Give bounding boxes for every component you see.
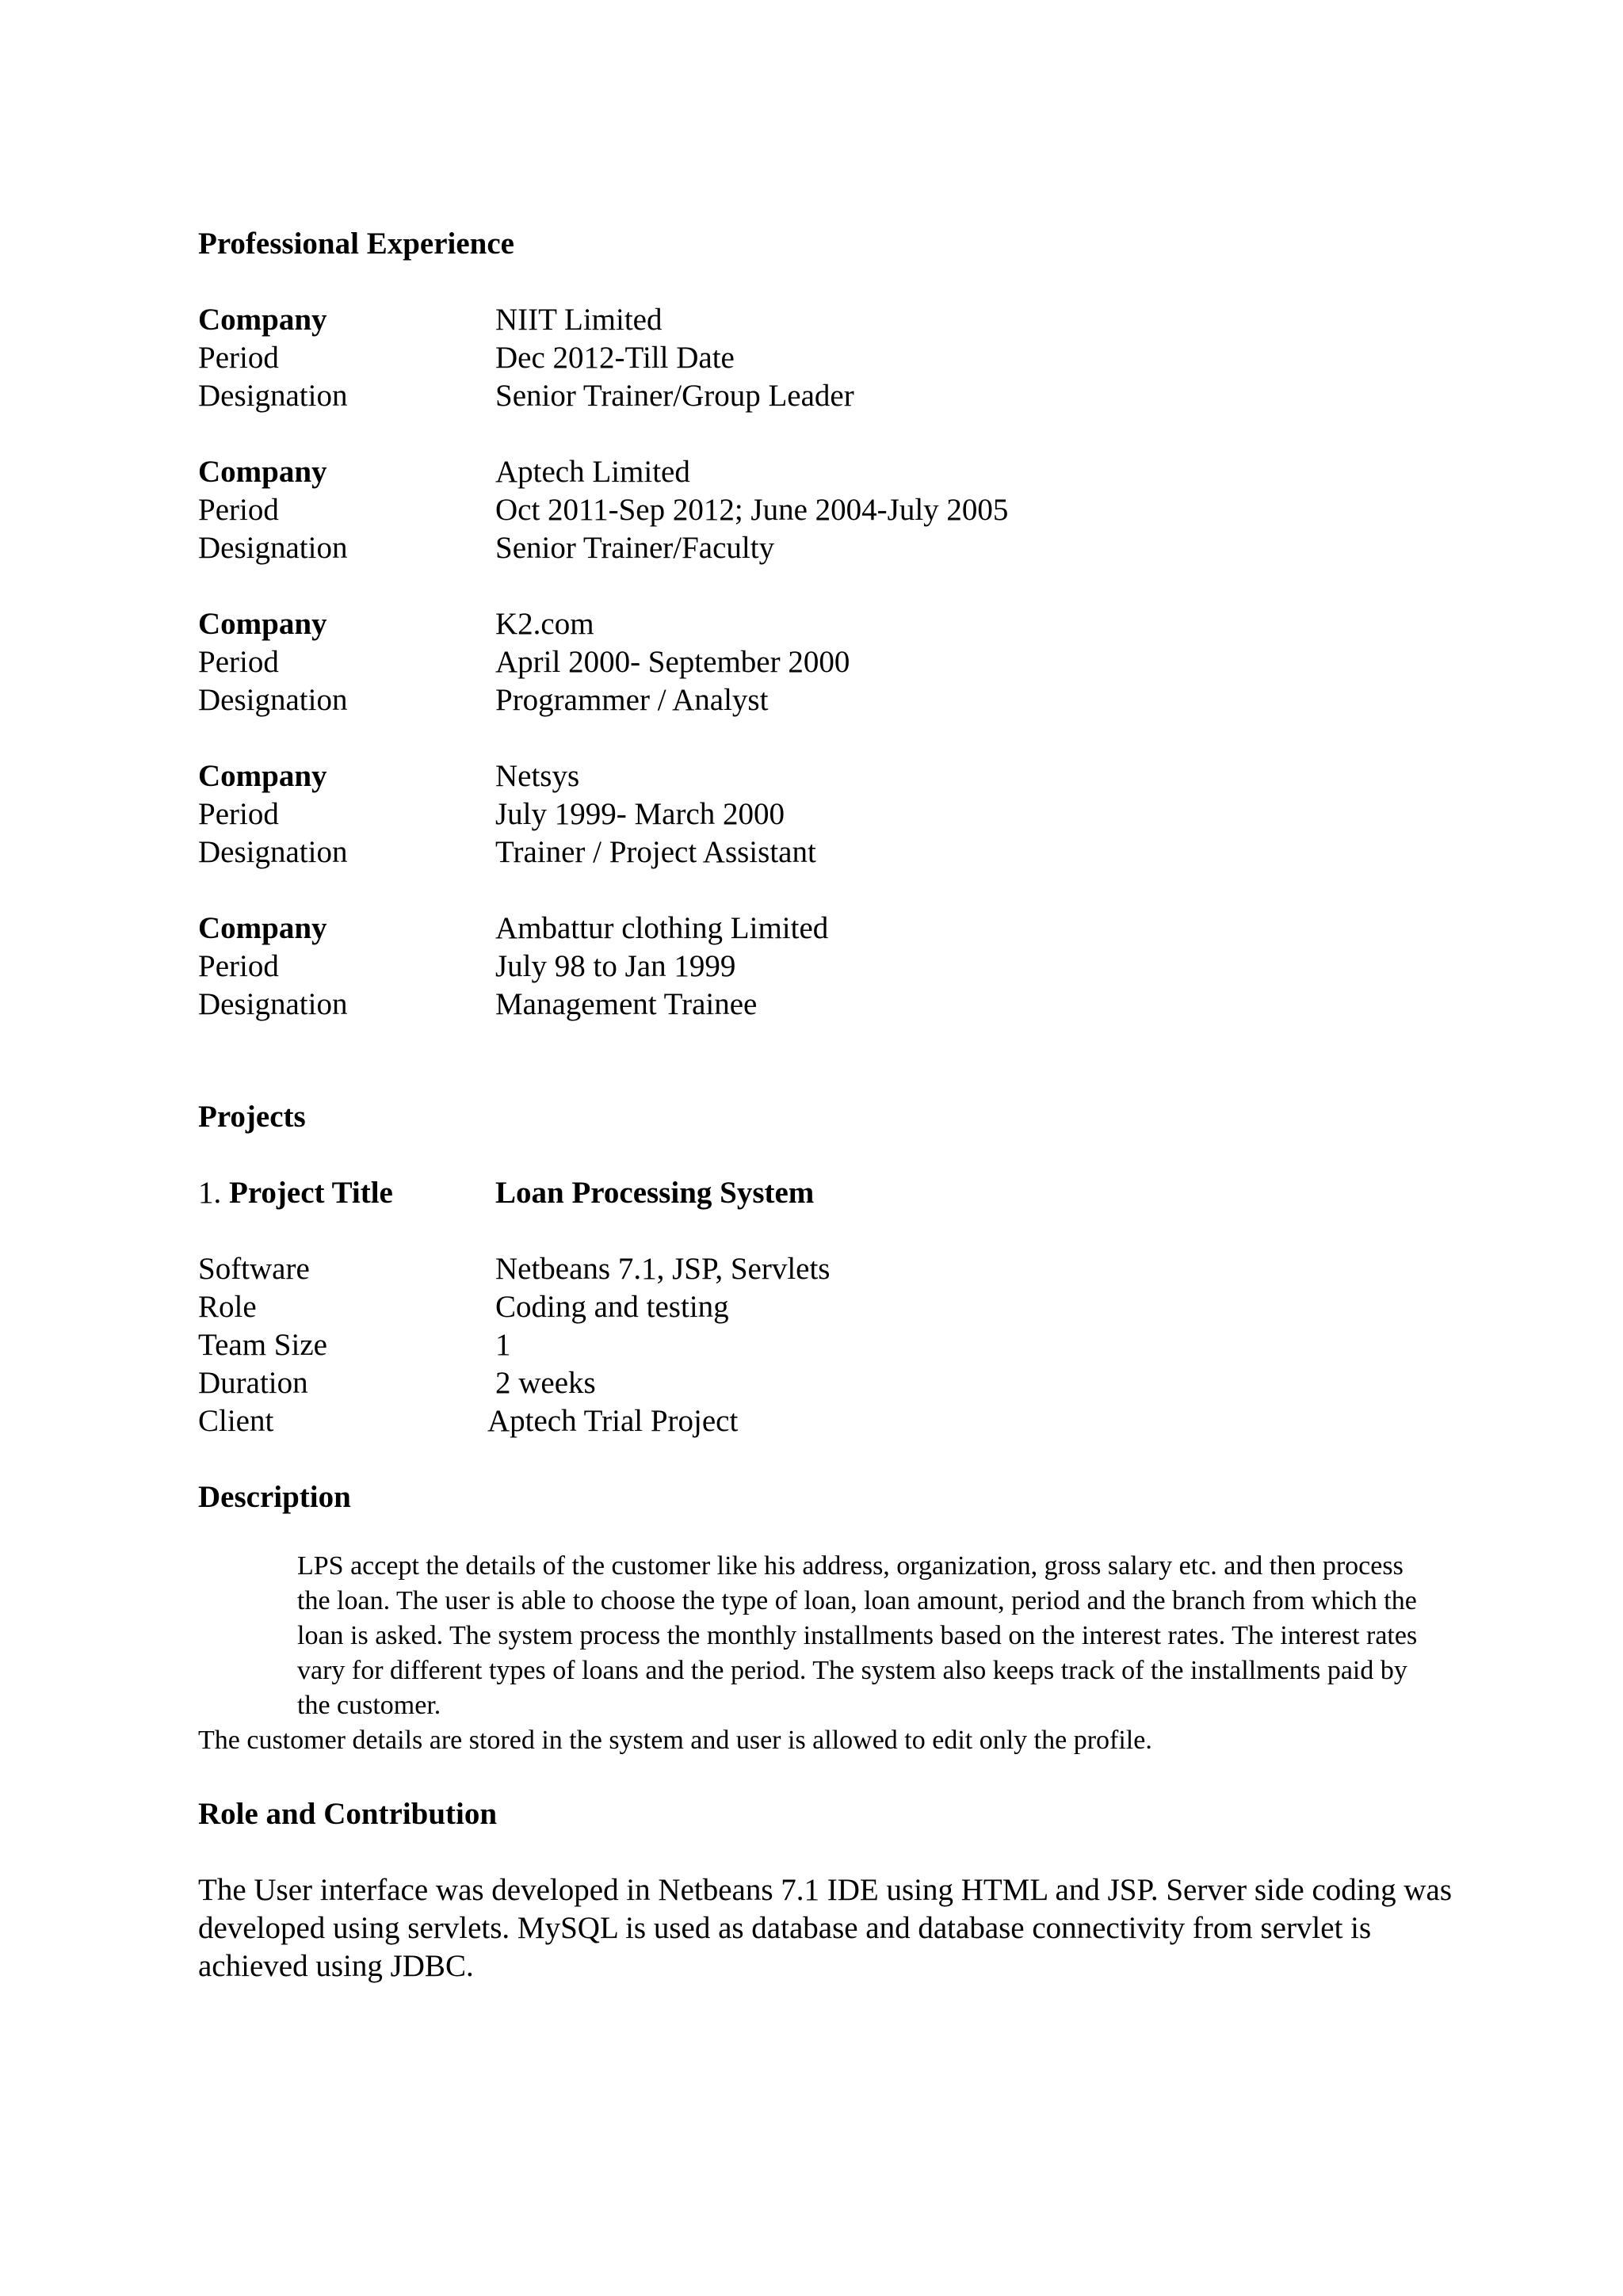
section-heading-description: Description bbox=[198, 1480, 351, 1514]
company-label: Company bbox=[198, 759, 327, 793]
section-heading-experience: Professional Experience bbox=[198, 227, 514, 261]
designation-label: Designation bbox=[198, 987, 348, 1021]
company-label: Company bbox=[198, 303, 327, 337]
period-value: Dec 2012-Till Date bbox=[495, 341, 735, 375]
team-size-value: 1 bbox=[495, 1328, 511, 1362]
software-label: Software bbox=[198, 1252, 310, 1286]
description-paragraph: LPS accept the details of the customer like his address, organization, gross salary etc. and then process the loan. The user is able to choose the type of loan, loan amount, period and the branch from which the loan is asked. The system process the monthly installments based on the interest rates. The interest rates vary for different types of loans and the period. The system also keeps track of the installments paid by the customer. bbox=[297, 1551, 1418, 1720]
project-title-value: Loan Processing System bbox=[495, 1176, 815, 1210]
designation-value: Senior Trainer/Faculty bbox=[495, 531, 775, 565]
client-label: Client bbox=[198, 1404, 274, 1438]
period-value: July 98 to Jan 1999 bbox=[495, 949, 736, 983]
team-size-label: Team Size bbox=[198, 1328, 327, 1362]
role-value: Coding and testing bbox=[495, 1290, 729, 1324]
period-label: Period bbox=[198, 645, 279, 679]
company-value: Ambattur clothing Limited bbox=[495, 911, 829, 945]
duration-value: 2 weeks bbox=[495, 1366, 596, 1400]
designation-value: Senior Trainer/Group Leader bbox=[495, 379, 854, 413]
designation-label: Designation bbox=[198, 531, 348, 565]
designation-value: Trainer / Project Assistant bbox=[495, 835, 816, 869]
period-value: April 2000- September 2000 bbox=[495, 645, 850, 679]
designation-label: Designation bbox=[198, 379, 348, 413]
company-value: Netsys bbox=[495, 759, 580, 793]
designation-value: Programmer / Analyst bbox=[495, 683, 769, 717]
section-heading-role-contribution: Role and Contribution bbox=[198, 1797, 498, 1831]
period-label: Period bbox=[198, 341, 279, 375]
company-label: Company bbox=[198, 911, 327, 945]
period-value: July 1999- March 2000 bbox=[495, 797, 785, 831]
description-paragraph: The customer details are stored in the system and user is allowed to edit only the profile. bbox=[198, 1726, 1152, 1755]
period-label: Period bbox=[198, 797, 279, 831]
company-label: Company bbox=[198, 607, 327, 641]
company-value: K2.com bbox=[495, 607, 594, 641]
designation-value: Management Trainee bbox=[495, 987, 758, 1021]
section-heading-projects: Projects bbox=[198, 1100, 306, 1134]
period-label: Period bbox=[198, 949, 279, 983]
period-value: Oct 2011-Sep 2012; June 2004-July 2005 bbox=[495, 493, 1009, 527]
designation-label: Designation bbox=[198, 683, 348, 717]
company-value: Aptech Limited bbox=[495, 455, 690, 489]
software-value: Netbeans 7.1, JSP, Servlets bbox=[495, 1252, 831, 1286]
client-value: Aptech Trial Project bbox=[487, 1404, 739, 1438]
description-body bbox=[198, 1549, 1434, 1758]
role-contribution-body bbox=[198, 1871, 1466, 1985]
role-label: Role bbox=[198, 1290, 257, 1324]
period-label: Period bbox=[198, 493, 279, 527]
company-label: Company bbox=[198, 455, 327, 489]
project-title-label bbox=[198, 1177, 393, 1208]
duration-label: Duration bbox=[198, 1366, 308, 1400]
project-title-label-text: Project Title bbox=[229, 1176, 393, 1210]
designation-label: Designation bbox=[198, 835, 348, 869]
company-value: NIIT Limited bbox=[495, 303, 663, 337]
role-contribution-paragraph: The User interface was developed in Netbeans 7.1 IDE using HTML and JSP. Server side coding was developed using servlets. MySQL is used as database and database connectivity from servlet is achieved using JDBC. bbox=[198, 1873, 1452, 1983]
project-number: 1. bbox=[198, 1176, 222, 1210]
